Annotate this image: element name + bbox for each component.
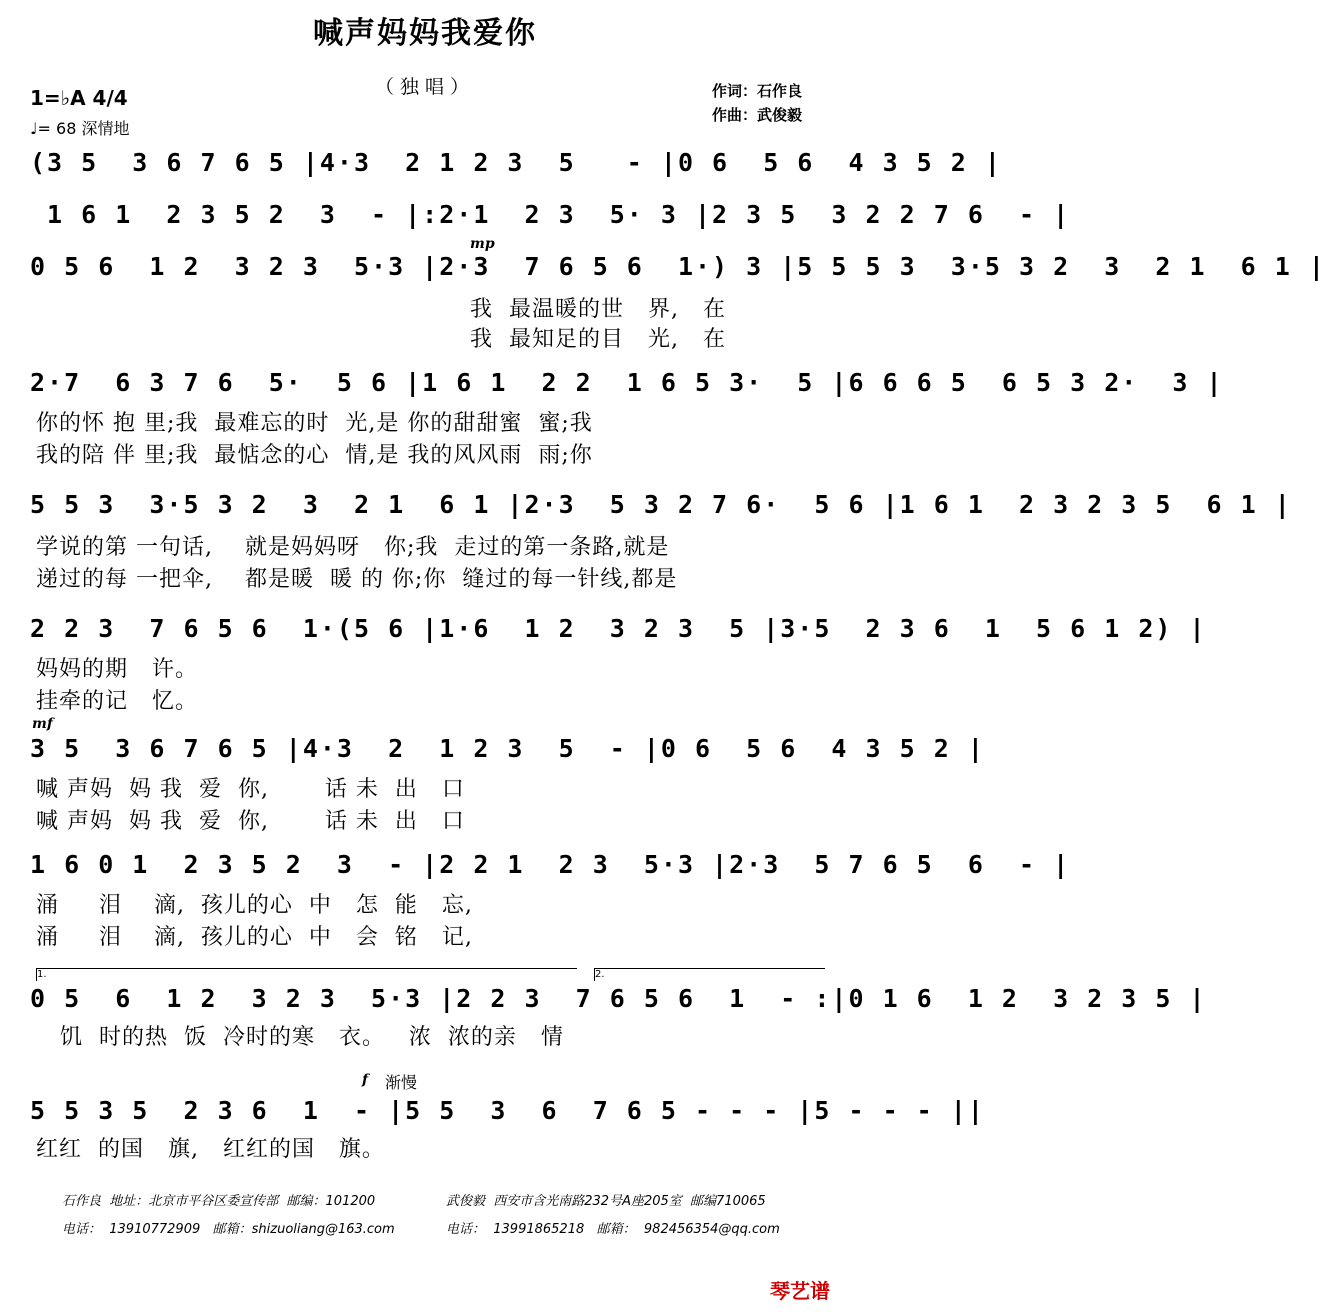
footer-lyricist-address: 石作良 地址：北京市平谷区委宣传部 邮编：101200 bbox=[62, 1194, 376, 1209]
dynamic-mf: mf bbox=[32, 716, 53, 732]
song-title: 喊声妈妈我爱你 bbox=[313, 16, 537, 51]
lyrics-row-4-verse-2: 我的陪 伴 里;我 最惦念的心 情,是 我的风风雨 雨;你 bbox=[36, 443, 593, 468]
lyrics-row-10: 红红 的国 旗, 红红的国 旗。 bbox=[36, 1137, 385, 1162]
lyrics-row-7-verse-1: 喊 声妈 妈 我 爱 你, 话 未 出 口 bbox=[36, 777, 465, 802]
lyrics-row-5-verse-1: 学说的第 一句话, 就是妈妈呀 你;我 走过的第一条路,就是 bbox=[36, 535, 670, 560]
composer: 作曲：武俊毅 bbox=[712, 106, 803, 124]
score-row-5: 5 5 3 3·5 3 2 3 2 1 6 1 |2·3 5 3 2 7 6· 5 6 |1 6 1 2 3 2 3 5 6 1 | bbox=[30, 490, 1292, 519]
score-row-7: 3 5 3 6 7 6 5 |4·3 2 1 2 3 5 - |0 6 5 6 4 3 5 2 | bbox=[30, 734, 985, 763]
lyrics-row-5-verse-2: 递过的每 一把伞, 都是暖 暖 的 你;你 缝过的每一针线,都是 bbox=[36, 567, 678, 592]
dynamic-mp: mp bbox=[470, 236, 495, 252]
lyrics-row-9: 饥 时的热 饭 冷时的寒 衣。 浓 浓的亲 情 bbox=[60, 1025, 564, 1050]
lyrics-row-8-verse-2: 涌 泪 滴, 孩儿的心 中 会 铭 记, bbox=[36, 925, 473, 950]
performance-type: （独唱） bbox=[374, 76, 475, 98]
lyrics-row-4-verse-1: 你的怀 抱 里;我 最难忘的时 光,是 你的甜甜蜜 蜜;我 bbox=[36, 411, 593, 436]
site-logo: 琴艺谱 bbox=[770, 1279, 830, 1303]
score-row-1: (3 5 3 6 7 6 5 |4·3 2 1 2 3 5 - |0 6 5 6 4 3 5 2 | bbox=[30, 148, 1002, 177]
score-row-10: 5 5 3 5 2 3 6 1 - |5 5 3 6 7 6 5 - - - |5 - - - || bbox=[30, 1096, 985, 1125]
score-row-2: 1 6 1 2 3 5 2 3 - |:2·1 2 3 5· 3 |2 3 5 3 2 2 7 6 - | bbox=[30, 200, 1071, 229]
score-row-4: 2·7 6 3 7 6 5· 5 6 |1 6 1 2 2 1 6 5 3· 5 |6 6 6 5 6 5 3 2· 3 | bbox=[30, 368, 1224, 397]
lyrics-row-7-verse-2: 喊 声妈 妈 我 爱 你, 话 未 出 口 bbox=[36, 809, 465, 834]
volta-1: 1. bbox=[36, 968, 577, 981]
lyrics-row-8-verse-1: 涌 泪 滴, 孩儿的心 中 怎 能 忘, bbox=[36, 893, 473, 918]
lyrics-row-6-verse-2: 挂牵的记 忆。 bbox=[36, 689, 198, 714]
volta-2: 2. bbox=[594, 968, 825, 981]
footer-composer-contact: 电话： 13991865218 邮箱： 982456354@qq.com bbox=[446, 1222, 780, 1237]
lyrics-row-3-verse-2: 我 最知足的目 光, 在 bbox=[470, 327, 726, 352]
footer-composer-address: 武俊毅 西安市含光南路232号A座205室 邮编710065 bbox=[446, 1194, 766, 1209]
footer-lyricist-contact: 电话： 13910772909 邮箱：shizuoliang@163.com bbox=[62, 1222, 395, 1237]
score-row-8: 1 6 0 1 2 3 5 2 3 - |2 2 1 2 3 5·3 |2·3 5 7 6 5 6 - | bbox=[30, 850, 1071, 879]
dynamic-f: f bbox=[362, 1072, 369, 1088]
lyrics-row-3-verse-1: 我 最温暖的世 界, 在 bbox=[470, 297, 726, 322]
key-signature: 1=♭A 4/4 bbox=[30, 86, 128, 110]
ritardando-marking: 渐慢 bbox=[385, 1073, 418, 1092]
tempo-marking: ♩= 68 深情地 bbox=[30, 119, 130, 138]
lyrics-row-6-verse-1: 妈妈的期 许。 bbox=[36, 657, 198, 682]
lyricist: 作词：石作良 bbox=[712, 82, 803, 100]
score-row-6: 2 2 3 7 6 5 6 1·(5 6 |1·6 1 2 3 2 3 5 |3·5 2 3 6 1 5 6 1 2) | bbox=[30, 614, 1207, 643]
score-row-9: 0 5 6 1 2 3 2 3 5·3 |2 2 3 7 6 5 6 1 - :|0 1 6 1 2 3 2 3 5 | bbox=[30, 984, 1207, 1013]
score-row-3: 0 5 6 1 2 3 2 3 5·3 |2·3 7 6 5 6 1·) 3 |5 5 5 3 3·5 3 2 3 2 1 6 1 | bbox=[30, 252, 1326, 281]
